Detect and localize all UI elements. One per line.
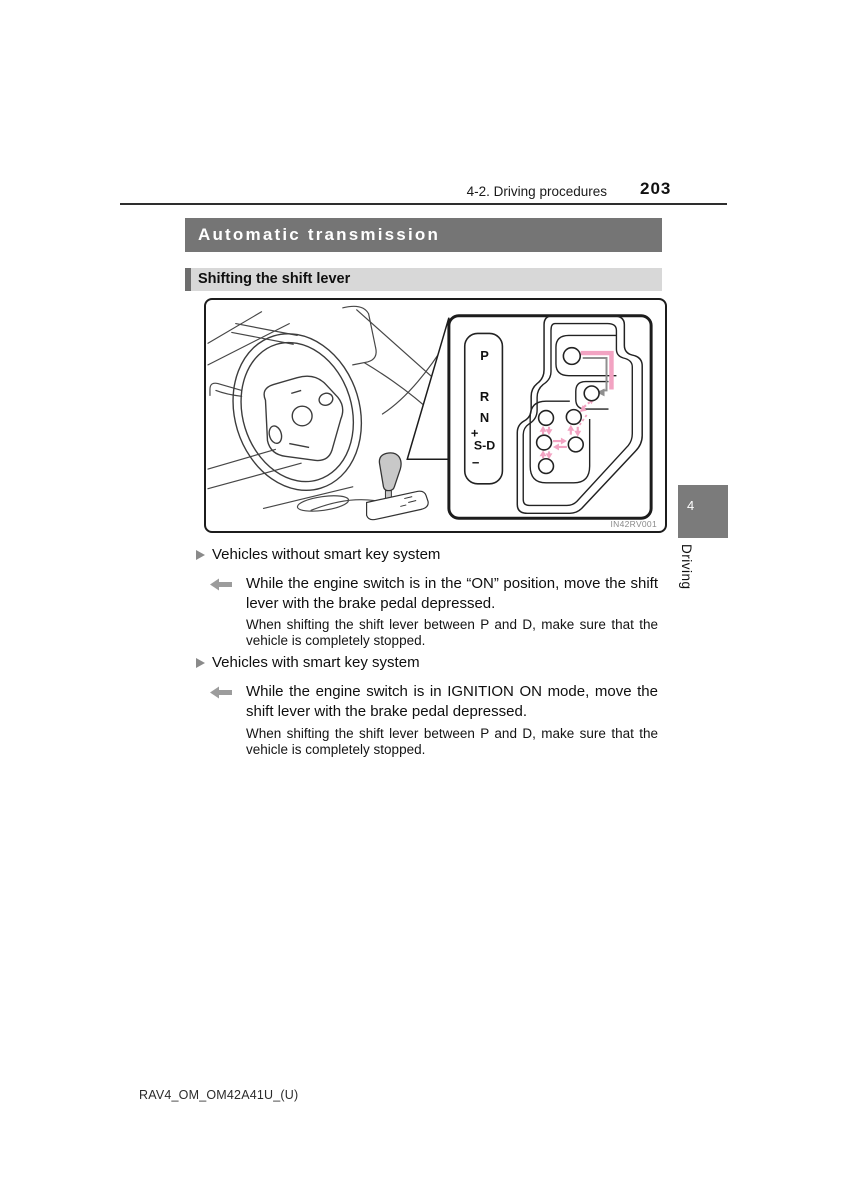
section-heading: Shifting the shift lever <box>185 268 662 291</box>
dashboard-sketch <box>208 306 447 514</box>
gate-label-p: P <box>480 348 489 363</box>
block-heading-label: Vehicles without smart key system <box>212 546 441 563</box>
chapter-title-banner: Automatic transmission <box>185 218 662 252</box>
page-number: 203 <box>640 179 672 198</box>
chapter-tab-number: 4 <box>687 498 695 513</box>
left-arrow-icon <box>210 686 232 699</box>
block-heading-without-smart-key <box>196 546 440 563</box>
block-heading-with-smart-key <box>196 654 420 671</box>
chapter-tab-label: Driving <box>679 544 694 590</box>
instruction-text: While the engine switch is in the “ON” position, move the shift lever with the brake pedal depressed. <box>246 575 658 612</box>
note-text: When shifting the shift lever between P and D, make sure that the vehicle is completely stopped. <box>246 726 658 757</box>
shift-lever-illustration <box>204 298 667 533</box>
header-section-label: 4-2. Driving procedures <box>466 184 607 199</box>
instruction-text: While the engine switch is in IGNITION ON mode, move the shift lever with the brake pedal depressed. <box>246 683 658 720</box>
triangle-bullet-icon <box>196 550 205 560</box>
header-rule <box>120 203 727 205</box>
gate-label-plus: + <box>470 425 479 441</box>
shift-lever-drawing <box>206 300 665 531</box>
gate-label-r: R <box>479 389 490 405</box>
steering-wheel-sketch <box>214 318 380 506</box>
document-code: RAV4_OM_OM42A41U_(U) <box>139 1088 299 1102</box>
gate-label-n: N <box>479 409 490 425</box>
callout-pointer <box>407 318 449 460</box>
shift-lever-sketch <box>367 453 429 520</box>
left-arrow-icon <box>210 578 232 591</box>
note-text: When shifting the shift lever between P and D, make sure that the vehicle is completely stopped. <box>246 617 658 648</box>
figure-code: IN42RV001 <box>610 519 657 529</box>
block-heading-label: Vehicles with smart key system <box>212 654 420 671</box>
gate-label-sd: S-D <box>473 438 496 453</box>
triangle-bullet-icon <box>196 658 205 668</box>
gate-label-minus: − <box>471 455 480 471</box>
chapter-tab <box>678 485 728 538</box>
